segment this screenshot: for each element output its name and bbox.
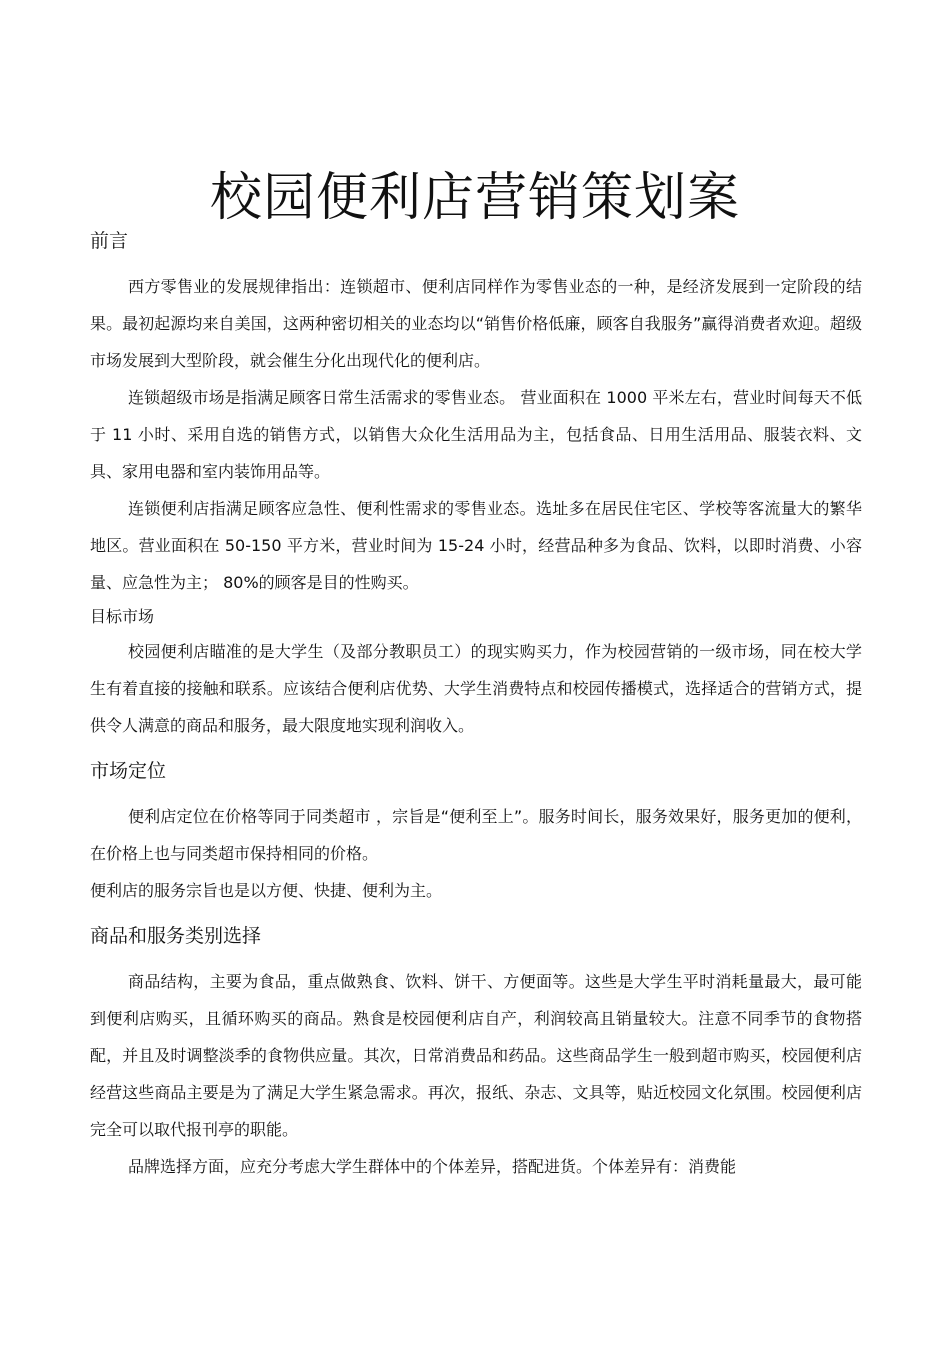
section-heading-positioning: 市场定位 bbox=[90, 760, 167, 782]
section-target-market bbox=[90, 601, 862, 744]
section-heading-products: 商品和服务类别选择 bbox=[90, 925, 262, 947]
document-title: 校园便利店营销策划案 bbox=[209, 167, 740, 228]
document-body bbox=[90, 222, 862, 1185]
section-heading-preface: 前言 bbox=[90, 230, 129, 252]
paragraph: 西方零售业的发展规律指出：连锁超市、便利店同样作为零售业态的一种，是经济发展到一定阶段的结果。最初起源均来自美国，这两种密切相关的业态均以“销售价格低廉，顾客自我服务”赢得消费者欢迎。超级市场发展到大型阶段，就会催生分化出现代化的便利店。 bbox=[90, 277, 862, 370]
paragraph: 校园便利店瞄准的是大学生（及部分教职员工）的现实购买力，作为校园营销的一级市场，同在校大学生有着直接的接触和联系。应该结合便利店优势、大学生消费特点和校园传播模式，选择适合的营销方式，提供令人满意的商品和服务，最大限度地实现利润收入。 bbox=[90, 642, 862, 735]
section-positioning bbox=[90, 744, 862, 909]
paragraph: 商品结构，主要为食品，重点做熟食、饮料、饼干、方便面等。这些是大学生平时消耗量最大，最可能到便利店购买，且循环购买的商品。熟食是校园便利店自产，利润较高且销量较大。注意不同季节的食物搭配，并且及时调整淡季的食物供应量。其次，日常消费品和药品。这些商品学生一般到超市购买，校园便利店经营这些商品主要是为了满足大学生紧急需求。再次，报纸、杂志、文具等，贴近校园文化氛围。校园便利店完全可以取代报刊亭的职能。 bbox=[90, 972, 862, 1139]
section-heading-target-market: 目标市场 bbox=[90, 607, 155, 626]
paragraph: 连锁超级市场是指满足顾客日常生活需求的零售业态。 营业面积在 1000 平米左右，营业时间每天不低于 11 小时、采用自选的销售方式，以销售大众化生活用品为主，包括食品、日用生活用品、服装衣料、文具、家用电器和室内装饰用品等。 bbox=[90, 388, 862, 481]
paragraph: 便利店定位在价格等同于同类超市 ，宗旨是“便利至上”。服务时间长，服务效果好，服务更加的便利，在价格上也与同类超市保持相同的价格。 bbox=[90, 807, 862, 863]
section-preface bbox=[90, 222, 862, 601]
section-products bbox=[90, 909, 862, 1185]
paragraph-note: 便利店的服务宗旨也是以方便、快捷、便利为主。 bbox=[90, 881, 443, 900]
paragraph: 品牌选择方面，应充分考虑大学生群体中的个体差异，搭配进货。个体差异有：消费能 bbox=[128, 1157, 737, 1176]
paragraph: 连锁便利店指满足顾客应急性、便利性需求的零售业态。选址多在居民住宅区、学校等客流量大的繁华地区。营业面积在 50-150 平方米，营业时间为 15-24 小时，经营品种多为食品、饮料，以即时消费、小容量、应急性为主； 80%的顾客是目的性购买。 bbox=[90, 499, 862, 592]
